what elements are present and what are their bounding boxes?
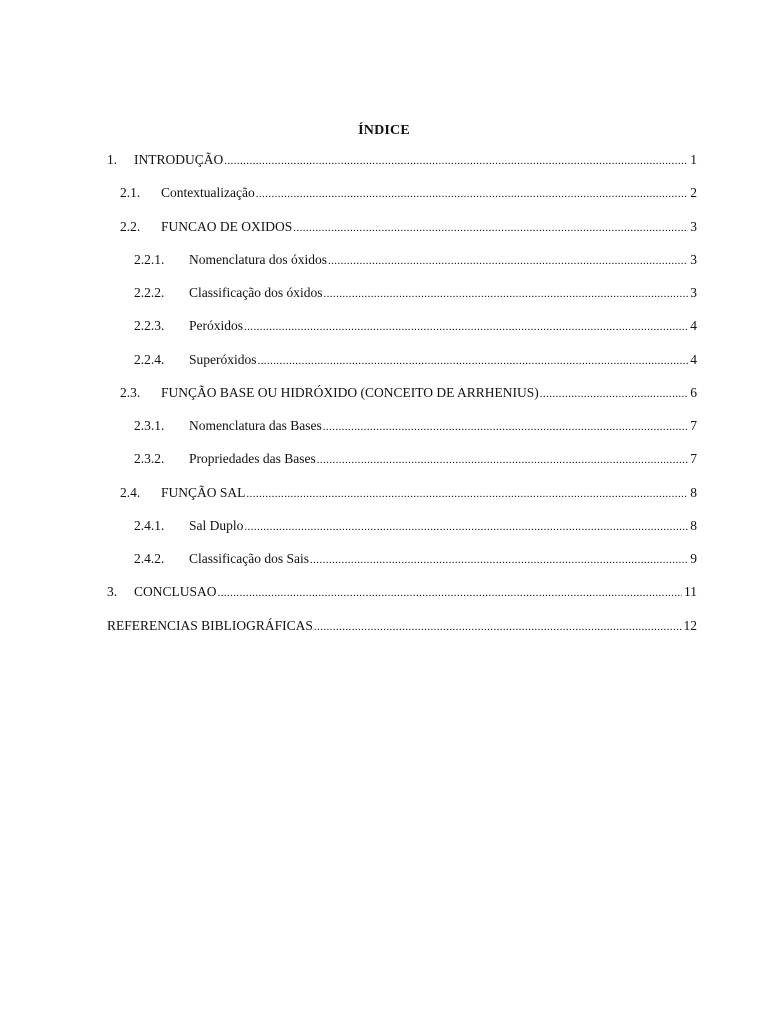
toc-entry-number: 2.3.1. bbox=[134, 418, 165, 433]
toc-entry-introducao[interactable] bbox=[0, 151, 768, 169]
toc-entry-line bbox=[134, 583, 697, 602]
toc-entry-line bbox=[161, 384, 697, 403]
page-title: ÍNDICE bbox=[358, 123, 410, 138]
toc-entry-contextualizacao[interactable] bbox=[0, 184, 768, 202]
toc-entry-line bbox=[189, 351, 697, 370]
dot-leader bbox=[293, 219, 688, 237]
toc-entry-label[interactable]: REFERENCIAS BIBLIOGRÁFICAS bbox=[107, 618, 313, 633]
toc-entry-page: 12 bbox=[683, 618, 697, 633]
toc-entry-label[interactable]: INTRODUÇÃO bbox=[134, 152, 224, 167]
toc-entry-funcao-de-oxidos[interactable] bbox=[0, 218, 768, 236]
toc-entry-label[interactable]: FUNÇÃO SAL bbox=[161, 485, 246, 500]
toc-entry-page: 4 bbox=[690, 318, 697, 333]
dot-leader bbox=[244, 518, 688, 536]
toc-entry-line bbox=[189, 251, 697, 270]
toc-entry-label[interactable]: CONCLUSAO bbox=[134, 584, 217, 599]
dot-leader bbox=[323, 418, 689, 436]
toc-entry-line bbox=[189, 284, 697, 303]
toc-entry-page: 6 bbox=[690, 385, 697, 400]
toc-entry-referencias[interactable] bbox=[0, 617, 768, 635]
toc-entry-page: 3 bbox=[690, 285, 697, 300]
toc-entry-label[interactable]: Peróxidos bbox=[189, 318, 243, 333]
toc-entry-line bbox=[107, 617, 697, 636]
toc-entry-classificacao-dos-oxidos[interactable] bbox=[0, 284, 768, 302]
toc-entry-line bbox=[161, 184, 697, 203]
dot-leader bbox=[314, 618, 682, 636]
toc-entry-number: 2.2. bbox=[120, 219, 141, 234]
toc-entry-funcao-base[interactable] bbox=[0, 384, 768, 402]
toc-entry-number: 1. bbox=[107, 152, 118, 167]
toc-entry-line bbox=[189, 417, 697, 436]
toc-entry-number: 2.2.4. bbox=[134, 352, 165, 367]
toc-entry-sal-duplo[interactable] bbox=[0, 517, 768, 535]
toc-entry-label[interactable]: Contextualização bbox=[161, 185, 255, 200]
dot-leader bbox=[224, 152, 688, 170]
toc-entry-page: 3 bbox=[690, 252, 697, 267]
toc-entry-page: 8 bbox=[690, 485, 697, 500]
toc-entry-line bbox=[189, 317, 697, 336]
dot-leader bbox=[218, 584, 682, 602]
dot-leader bbox=[244, 318, 688, 336]
toc-entry-number: 2.3. bbox=[120, 385, 141, 400]
toc-entry-nomenclatura-dos-oxidos[interactable] bbox=[0, 251, 768, 269]
toc-entry-label[interactable]: Propriedades das Bases bbox=[189, 451, 316, 466]
toc-entry-number: 2.1. bbox=[120, 185, 141, 200]
toc-entry-page: 3 bbox=[690, 219, 697, 234]
dot-leader bbox=[540, 385, 688, 403]
toc-entry-label[interactable]: FUNÇÃO BASE OU HIDRÓXIDO (CONCEITO DE ARRHENIUS) bbox=[161, 385, 539, 400]
dot-leader bbox=[256, 185, 689, 203]
toc-entry-page: 7 bbox=[690, 451, 697, 466]
toc-entry-number: 2.4.1. bbox=[134, 518, 165, 533]
toc-entry-label[interactable]: Classificação dos óxidos bbox=[189, 285, 323, 300]
toc-entry-page: 8 bbox=[690, 518, 697, 533]
dot-leader bbox=[323, 285, 688, 303]
toc-entry-line bbox=[161, 484, 697, 503]
toc-entry-number: 2.4.2. bbox=[134, 551, 165, 566]
toc-entry-label[interactable]: Superóxidos bbox=[189, 352, 257, 367]
toc-entry-line bbox=[134, 151, 697, 170]
toc-entry-line bbox=[189, 517, 697, 536]
dot-leader bbox=[310, 551, 688, 569]
toc-entry-number: 2.2.3. bbox=[134, 318, 165, 333]
toc-entry-label[interactable]: FUNCAO DE OXIDOS bbox=[161, 219, 293, 234]
toc-entry-label[interactable]: Classificação dos Sais bbox=[189, 551, 309, 566]
toc-entry-nomenclatura-das-bases[interactable] bbox=[0, 417, 768, 435]
dot-leader bbox=[246, 485, 688, 503]
toc-entry-page: 7 bbox=[690, 418, 697, 433]
toc-entry-label[interactable]: Nomenclatura dos óxidos bbox=[189, 252, 327, 267]
dot-leader bbox=[258, 352, 689, 370]
toc-entry-label[interactable]: Nomenclatura das Bases bbox=[189, 418, 322, 433]
dot-leader bbox=[317, 451, 689, 469]
toc-entry-line bbox=[189, 550, 697, 569]
toc-entry-superoxidos[interactable] bbox=[0, 351, 768, 369]
toc-entry-number: 2.4. bbox=[120, 485, 141, 500]
toc-entry-number: 2.2.2. bbox=[134, 285, 165, 300]
toc-entry-line bbox=[161, 218, 697, 237]
toc-entry-peroxidos[interactable] bbox=[0, 317, 768, 335]
toc-entry-page: 11 bbox=[684, 584, 697, 599]
toc-entry-line bbox=[189, 450, 697, 469]
toc-entry-page: 1 bbox=[690, 152, 697, 167]
toc-entry-propriedades-das-bases[interactable] bbox=[0, 450, 768, 468]
toc-entry-funcao-sal[interactable] bbox=[0, 484, 768, 502]
toc-entry-number: 2.2.1. bbox=[134, 252, 165, 267]
toc-entry-page: 2 bbox=[690, 185, 697, 200]
dot-leader bbox=[328, 252, 688, 270]
toc-entry-classificacao-dos-sais[interactable] bbox=[0, 550, 768, 568]
toc-entry-number: 2.3.2. bbox=[134, 451, 165, 466]
toc-entry-page: 9 bbox=[690, 551, 697, 566]
toc-entry-conclusao[interactable] bbox=[0, 583, 768, 601]
toc-entry-number: 3. bbox=[107, 584, 118, 599]
toc-entry-label[interactable]: Sal Duplo bbox=[189, 518, 244, 533]
toc-entry-page: 4 bbox=[690, 352, 697, 367]
